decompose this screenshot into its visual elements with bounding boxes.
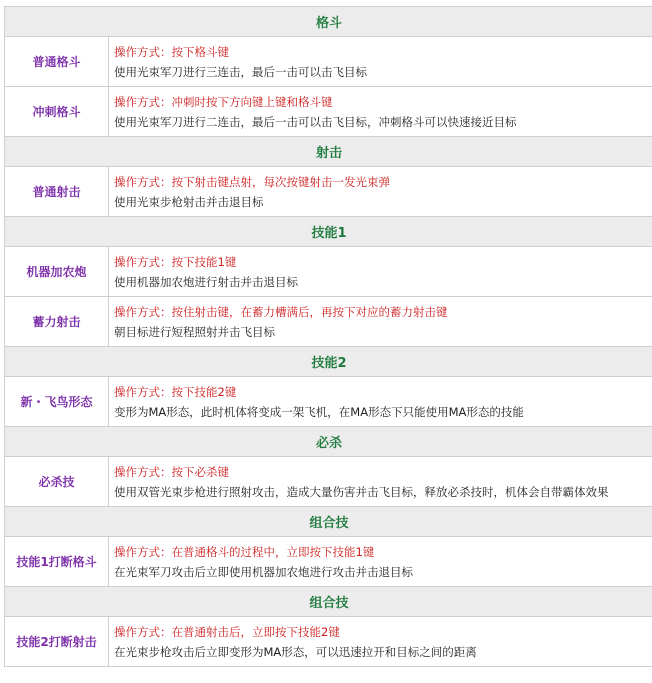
section-header: 射击 [5,137,652,167]
operation-text: 操作方式：按下技能1键 [114,255,237,269]
effect-text: 使用光束军刀进行三连击，最后一击可以击飞目标 [114,65,367,79]
effect-text: 变形为MA形态，此时机体将变成一架飞机，在MA形态下只能使用MA形态的技能 [114,405,524,419]
skill-description [109,377,652,426]
effect-text: 使用光束军刀进行二连击，最后一击可以击飞目标，冲刺格斗可以快速接近目标 [114,115,517,129]
effect-text: 使用机器加农炮进行射击并击退目标 [114,275,298,289]
skills-table [4,6,652,667]
skill-row [5,537,652,587]
section-header: 组合技 [5,507,652,537]
skill-row [5,167,652,217]
skill-row [5,377,652,427]
skill-row [5,247,652,297]
section-header: 技能1 [5,217,652,247]
skill-description [109,87,652,136]
skill-description [109,617,652,666]
skill-name: 机器加农炮 [5,247,109,296]
effect-text: 在光束步枪攻击后立即变形为MA形态，可以迅速拉开和目标之间的距离 [114,645,477,659]
section-header: 技能2 [5,347,652,377]
operation-text: 操作方式：按下格斗键 [114,45,229,59]
section-header: 格斗 [5,7,652,37]
skill-description [109,537,652,586]
skill-name: 新・飞鸟形态 [5,377,109,426]
skill-row [5,297,652,347]
skill-name: 技能2打断射击 [5,617,109,666]
skill-description [109,167,652,216]
skill-row [5,87,652,137]
skill-name: 蓄力射击 [5,297,109,346]
section-header: 组合技 [5,587,652,617]
operation-text: 操作方式：按下必杀键 [114,465,229,479]
skill-name: 必杀技 [5,457,109,506]
skill-description [109,297,652,346]
skill-name: 冲刺格斗 [5,87,109,136]
section-header: 必杀 [5,427,652,457]
skill-row [5,37,652,87]
effect-text: 使用光束步枪射击并击退目标 [114,195,264,209]
operation-text: 操作方式：在普通格斗的过程中，立即按下技能1键 [114,545,375,559]
skill-description [109,457,652,506]
effect-text: 在光束军刀攻击后立即使用机器加农炮进行攻击并击退目标 [114,565,413,579]
effect-text: 朝目标进行短程照射并击飞目标 [114,325,275,339]
skill-description [109,247,652,296]
operation-text: 操作方式：冲刺时按下方向键上键和格斗键 [114,95,333,109]
effect-text: 使用双管光束步枪进行照射攻击，造成大量伤害并击飞目标，释放必杀技时，机体会自带霸体效果 [114,485,609,499]
skill-description [109,37,652,86]
skill-name: 普通射击 [5,167,109,216]
operation-text: 操作方式：在普通射击后，立即按下技能2键 [114,625,340,639]
skill-row [5,457,652,507]
skill-name: 普通格斗 [5,37,109,86]
skill-name: 技能1打断格斗 [5,537,109,586]
operation-text: 操作方式：按下技能2键 [114,385,237,399]
operation-text: 操作方式：按下射击键点射，每次按键射击一发光束弹 [114,175,390,189]
skill-row [5,617,652,667]
operation-text: 操作方式：按住射击键，在蓄力槽满后，再按下对应的蓄力射击键 [114,305,448,319]
